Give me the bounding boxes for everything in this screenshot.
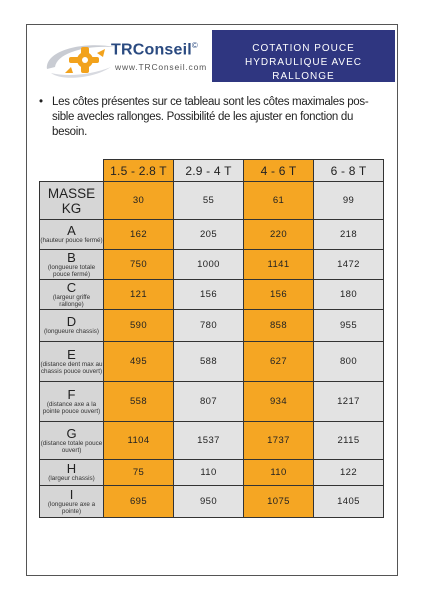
- header-corner: [40, 160, 104, 182]
- table-row: [40, 220, 384, 250]
- table-row: [40, 182, 384, 220]
- table-cell: 955: [314, 310, 384, 342]
- table-cell: 1537: [174, 422, 244, 460]
- table-cell: 1472: [314, 250, 384, 280]
- table-cell: 156: [244, 280, 314, 310]
- row-label: G (distance totale pouce ouvert): [40, 422, 104, 460]
- note-paragraph: [39, 95, 381, 140]
- table-row: [40, 280, 384, 310]
- table-cell: 2115: [314, 422, 384, 460]
- table-cell: 950: [174, 486, 244, 518]
- table-row: [40, 342, 384, 382]
- logo-url: www.TRConseil.com: [115, 62, 208, 72]
- column-header: 6 - 8 T: [314, 160, 384, 182]
- table-cell: 558: [104, 382, 174, 422]
- column-header: 4 - 6 T: [244, 160, 314, 182]
- table-cell: 99: [314, 182, 384, 220]
- row-label: I (longueure axe a pointe): [40, 486, 104, 518]
- table-cell: 1405: [314, 486, 384, 518]
- title-line-1: COTATION POUCE: [252, 43, 355, 54]
- table-cell: 1075: [244, 486, 314, 518]
- table-cell: 110: [174, 460, 244, 486]
- row-label: E (distance dent max au chassis pouce ouvert): [40, 342, 104, 382]
- title-banner: [212, 30, 395, 82]
- row-label: MASSE KG: [40, 182, 104, 220]
- table-cell: 162: [104, 220, 174, 250]
- table-header-row: [40, 160, 384, 182]
- column-header: 1.5 - 2.8 T: [104, 160, 174, 182]
- table-cell: 61: [244, 182, 314, 220]
- table-row: [40, 422, 384, 460]
- table-cell: 75: [104, 460, 174, 486]
- row-label: C (largeur griffe rallonge): [40, 280, 104, 310]
- note-text: Les côtes présentes sur ce tableau sont les côtes maximales pos-sible avecles rallonges. Possibilité de les ajuster en fonction du besoin.: [52, 96, 369, 138]
- table-row: [40, 486, 384, 518]
- table-cell: 807: [174, 382, 244, 422]
- logo-title: TRConseil©: [111, 41, 199, 59]
- logo-swoosh-icon: [41, 39, 119, 83]
- trconseil-logo: [41, 39, 216, 83]
- row-label: D (longueure chassis): [40, 310, 104, 342]
- table-cell: 1141: [244, 250, 314, 280]
- table-cell: 750: [104, 250, 174, 280]
- spec-sheet: [26, 24, 398, 576]
- table-row: [40, 382, 384, 422]
- table-cell: 180: [314, 280, 384, 310]
- row-label: F (distance axe a la pointe pouce ouvert): [40, 382, 104, 422]
- table-cell: 627: [244, 342, 314, 382]
- table-row: [40, 250, 384, 280]
- row-label: A (hauteur pouce fermé): [40, 220, 104, 250]
- table-cell: 121: [104, 280, 174, 310]
- table-cell: 590: [104, 310, 174, 342]
- title-line-2: HYDRAULIQUE AVEC RALLONGE: [245, 57, 362, 82]
- row-label: B (longueure totale pouce fermé): [40, 250, 104, 280]
- table-cell: 1217: [314, 382, 384, 422]
- table-cell: 780: [174, 310, 244, 342]
- table-cell: 588: [174, 342, 244, 382]
- table-cell: 122: [314, 460, 384, 486]
- table-cell: 30: [104, 182, 174, 220]
- table-cell: 800: [314, 342, 384, 382]
- table-cell: 695: [104, 486, 174, 518]
- table-cell: 1737: [244, 422, 314, 460]
- table-cell: 934: [244, 382, 314, 422]
- table-cell: 495: [104, 342, 174, 382]
- bullet-icon: •: [39, 96, 43, 108]
- dimensions-table: [39, 159, 384, 518]
- table-cell: 1104: [104, 422, 174, 460]
- table-row: [40, 460, 384, 486]
- table-cell: 858: [244, 310, 314, 342]
- table-row: [40, 310, 384, 342]
- table-cell: 205: [174, 220, 244, 250]
- column-header: 2.9 - 4 T: [174, 160, 244, 182]
- table-cell: 218: [314, 220, 384, 250]
- row-label: H (largeur chassis): [40, 460, 104, 486]
- table-cell: 110: [244, 460, 314, 486]
- table-cell: 156: [174, 280, 244, 310]
- table-cell: 1000: [174, 250, 244, 280]
- table-cell: 55: [174, 182, 244, 220]
- table-cell: 220: [244, 220, 314, 250]
